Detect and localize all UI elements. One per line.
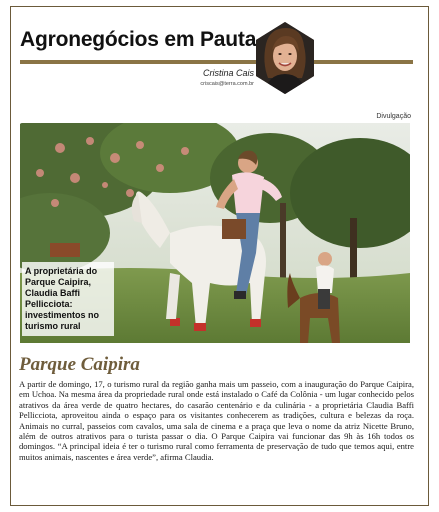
column-title: Agronegócios em Pauta [20,28,257,51]
photo-caption: A proprietária do Parque Caipira, Claudia Baffi Pellicciota: investimentos no turismo rural [22,262,114,336]
author-name: Cristina Cais [202,68,254,78]
title-rule-right [312,60,413,64]
article-body: A partir de domingo, 17, o turismo rural da região ganha mais um passeio, com a inauguração do Parque Caipira, em Uchoa. Na mesma área da propriedade rural onde está instalado o Café da Colônia - um lugar conhecido pelos atrativos da área verde de quatro hectares, do casarão centenário e da culinária - a proprietária Claudia Baffi Pellicciota, aproveitou ainda o espaço para os visitantes conhecerem as tradições, cultura e belezas da roça. Animais no curral, passeios com cavalos, uma sala de cinema e a praça que leva o nome da atriz Nicette Bruno, além de outros atrativos para o turista passar o dia. O Parque Caipira vai funcionar das 9h às 16h todos os domingos. “A principal ideia é ter o turismo rural como ferramenta de preservação de tudo que temos aqui, entre muitos animais, nascentes e área verde”, afirma Claudia. [19,379,414,462]
author-email[interactable]: criscais@terra.com.br [200,81,254,87]
photo-credit: Divulgação [376,113,411,120]
article-headline: Parque Caipira [19,354,140,375]
title-rule-left [20,60,256,64]
